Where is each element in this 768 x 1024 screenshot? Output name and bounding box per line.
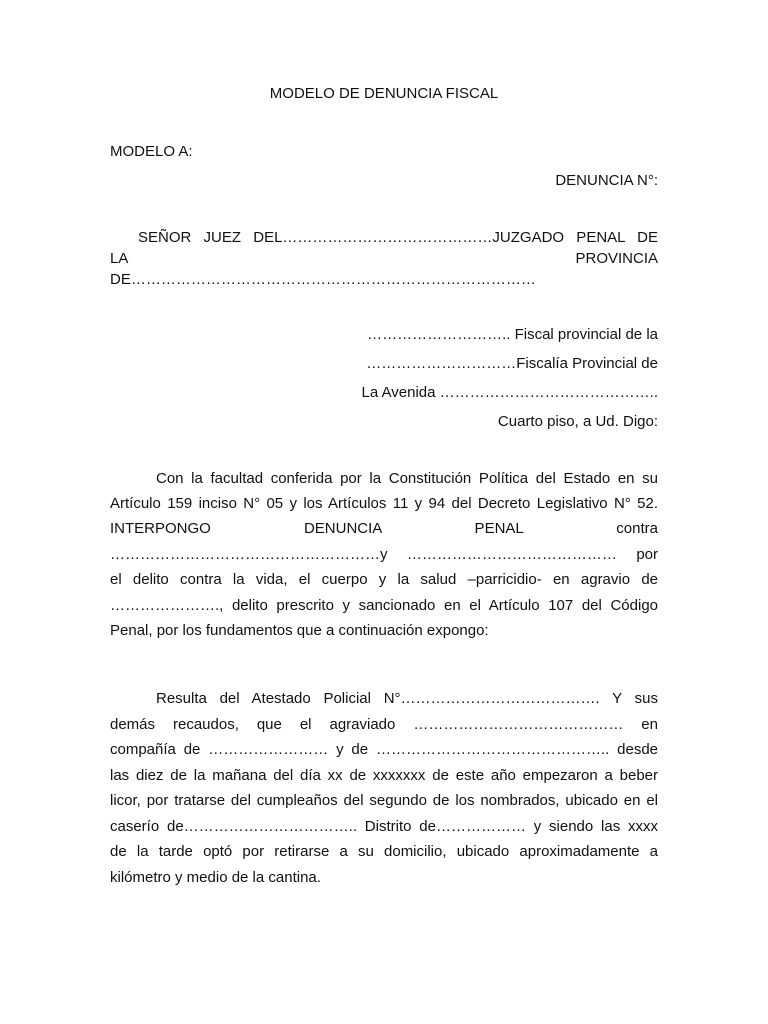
paragraph-2-line: kilómetro y medio de la cantina. [110, 869, 321, 886]
paragraph-2-line: de la tarde optó por retirarse a su domicilio, ubicado aproximadamente a [110, 843, 658, 860]
address-line-2-left: LA [110, 250, 129, 267]
document-title: MODELO DE DENUNCIA FISCAL [269, 85, 499, 102]
paragraph-2-line: caserío de…………………………….. Distrito de……………… y siendo las xxxx [110, 818, 658, 835]
address-line-2-right: PROVINCIA [575, 250, 658, 267]
paragraph-2-line: licor, por tratarse del cumpleaños del segundo de los nombrados, ubicado en el [110, 792, 658, 809]
paragraph-2-line: Resulta del Atestado Policial N°…………………………………. Y sus [156, 690, 658, 707]
signatory-line-2: …………………………Fiscalía Provincial de [366, 355, 658, 372]
complaint-number: DENUNCIA N°: [555, 172, 658, 189]
address-line-3: DE……………………………………………………………………… [110, 271, 536, 288]
signatory-line-3: La Avenida …………………………………….. [361, 384, 658, 401]
paragraph-1-line: …………………., delito prescrito y sancionado en el Artículo 107 del Código [110, 597, 658, 614]
paragraph-1-line: Penal, por los fundamentos que a continuación expongo: [110, 622, 489, 639]
address-line-1: SEÑOR JUEZ DEL……………………………………JUZGADO PENAL DE [138, 229, 658, 246]
paragraph-1-line: ………………………………………………y …………………………………… por [110, 546, 658, 563]
paragraph-1-line: Con la facultad conferida por la Constitución Política del Estado en su [156, 470, 658, 487]
paragraph-1-line: el delito contra la vida, el cuerpo y la salud –parricidio- en agravio de [110, 571, 658, 588]
paragraph-1-line: INTERPONGO DENUNCIA PENAL contra [110, 520, 658, 537]
signatory-line-4: Cuarto piso, a Ud. Digo: [497, 413, 658, 430]
paragraph-1-line: Artículo 159 inciso N° 05 y los Artículos 11 y 94 del Decreto Legislativo N° 52. [110, 495, 658, 512]
model-label: MODELO A: [110, 143, 193, 160]
paragraph-2-line: compañía de …………………… y de ……………………………………….. desde [110, 741, 658, 758]
paragraph-2-line: las diez de la mañana del día xx de xxxxxxx de este año empezaron a beber [110, 767, 658, 784]
paragraph-2-line: demás recaudos, que el agraviado …………………………………… en [110, 716, 658, 733]
signatory-line-1: ……………………….. Fiscal provincial de la [367, 326, 658, 343]
